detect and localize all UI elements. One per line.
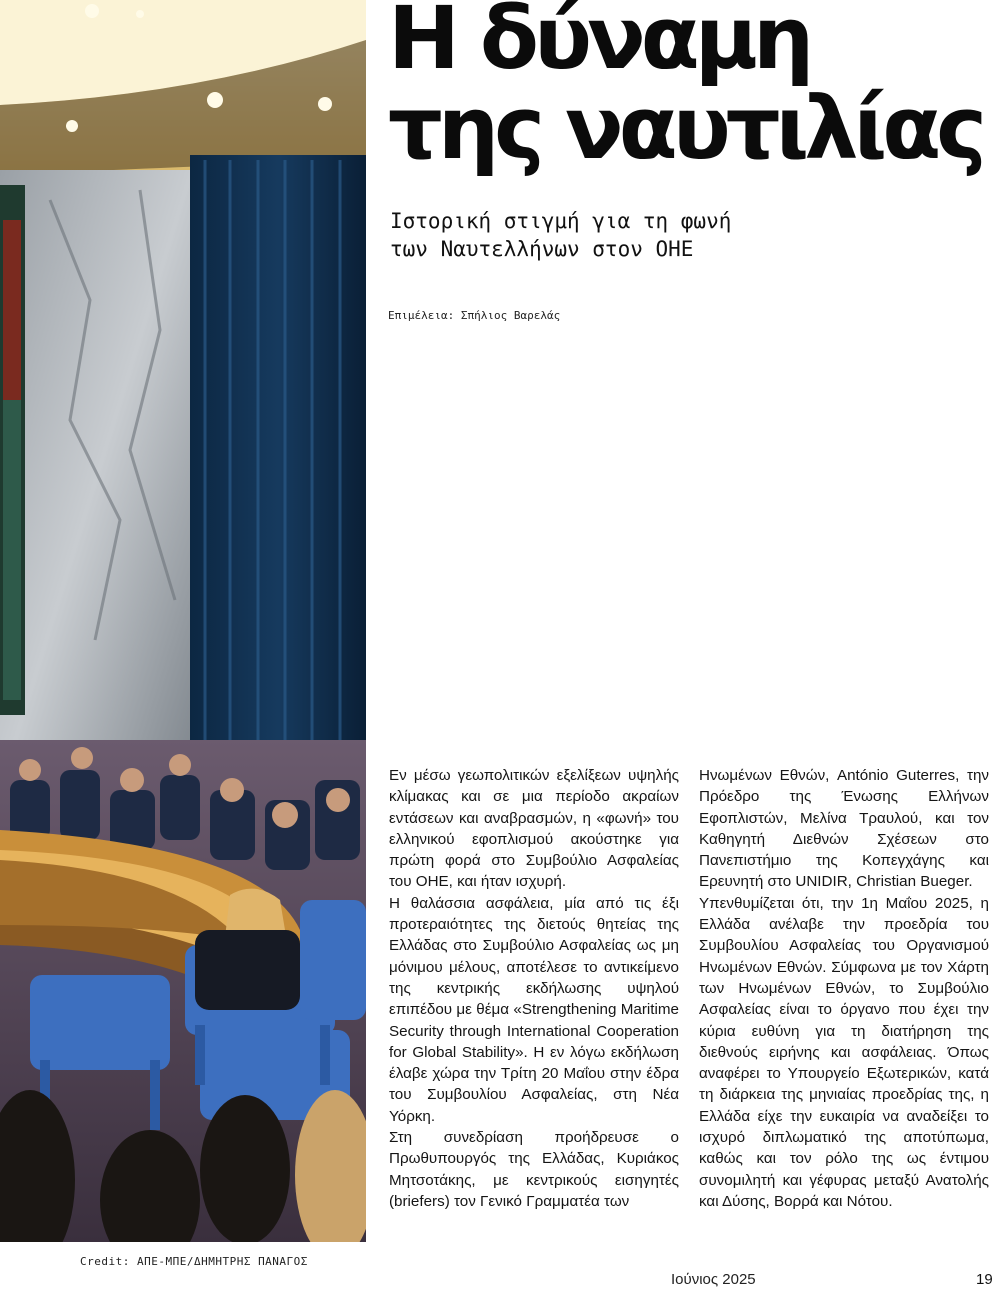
headline-line-2: της ναυτιλίας [388, 79, 983, 179]
article-photo [0, 0, 366, 1242]
article-paragraph: Υπενθυμίζεται ότι, την 1η Μαΐου 2025, η Ελλάδα ανέλαβε την προεδρία του Συμβουλίου Ασφαλείας του Οργανισμού Ηνωμένων Εθνών. Σύμφωνα με τον Χάρτη των Ηνωμένων Εθνών, το Συμβούλιο Ασφαλείας είναι το όργανο που έχει την κύρια ευθύνη για τη διατήρηση της διεθνούς ειρήνης και ασφάλειας. Όπως αναφέρει το Υπουργείο Εξωτερικών, κατά τη διάρκεια της μηνιαίας προεδρίας της, η Ελλάδα είχε την ευκαιρία να αναδείξει το ισχυρό διπλωματικό της αποτύπωμα, καθώς και τον ρόλο της ως έντιμου συνομιλητή και γέφυρας μεταξύ Ανατολής και Δύσης, Βορρά και Νότου. [699, 894, 989, 1210]
photo-credit: Credit: ΑΠΕ-ΜΠΕ/ΔΗΜΗΤΡΗΣ ΠΑΝΑΓΟΣ [80, 1255, 308, 1268]
article-paragraph: Στη συνεδρίαση προήδρευσε ο Πρωθυπουργός της Ελλάδας, Κυριάκος Μητσοτάκης, με κεντρικούς εισηγητές (briefers) τον Γενικό Γραμματέα των [389, 1129, 679, 1210]
council-chamber-illustration [0, 0, 366, 1242]
article-column-2 [699, 765, 989, 1212]
headline-line-1: Η δύναμη [388, 0, 810, 89]
subtitle [390, 207, 950, 263]
issue-date: Ιούνιος 2025 [671, 1271, 756, 1288]
editor-credit: Επιμέλεια: Σπήλιος Βαρελάς [388, 309, 561, 322]
page-number: 19 [976, 1271, 993, 1288]
headline [388, 0, 994, 179]
subtitle-line-2: των Ναυτελλήνων στον ΟΗΕ [390, 237, 694, 261]
article-paragraph: Εν μέσω γεωπολιτικών εξελίξεων υψηλής κλίμακας και σε μια περίοδο ακραίων εντάσεων και αναβρασμών, η «φωνή» του ελληνικού εφοπλισμού ακούστηκε για πρώτη φορά στο Συμβούλιο Ασφαλείας του ΟΗΕ, και ήταν ισχυρή. [389, 767, 679, 891]
article-paragraph: Ηνωμένων Εθνών, António Guterres, την Πρόεδρο της Ένωσης Ελλήνων Εφοπλιστών, Μελίνα Τραυλού, και τον Καθηγητή Διεθνών Σχέσεων στο Πανεπιστήμιο της Κοπεγχάγης και Ερευνητή στο UNIDIR, Christian Bueger. [699, 767, 989, 891]
subtitle-line-1: Ιστορική στιγμή για τη φωνή [390, 209, 732, 233]
article-paragraph: Η θαλάσσια ασφάλεια, μία από τις έξι προτεραιότητες της διετούς θητείας της Ελλάδας στο Συμβούλιο Ασφαλείας ως μη μόνιμου μέλους, αποτέλεσε το αντικείμενο της κεντρικής εκδήλωσης υψηλού επιπέδου με θέμα «Strengthening Maritime Security through International Cooperation for Global Stability». Η εν λόγω εκδήλωση έλαβε χώρα την Τρίτη 20 Μαΐου στην έδρα του Συμβουλίου Ασφαλείας, στη Νέα Υόρκη. [389, 894, 679, 1125]
article-column-1 [389, 765, 679, 1212]
